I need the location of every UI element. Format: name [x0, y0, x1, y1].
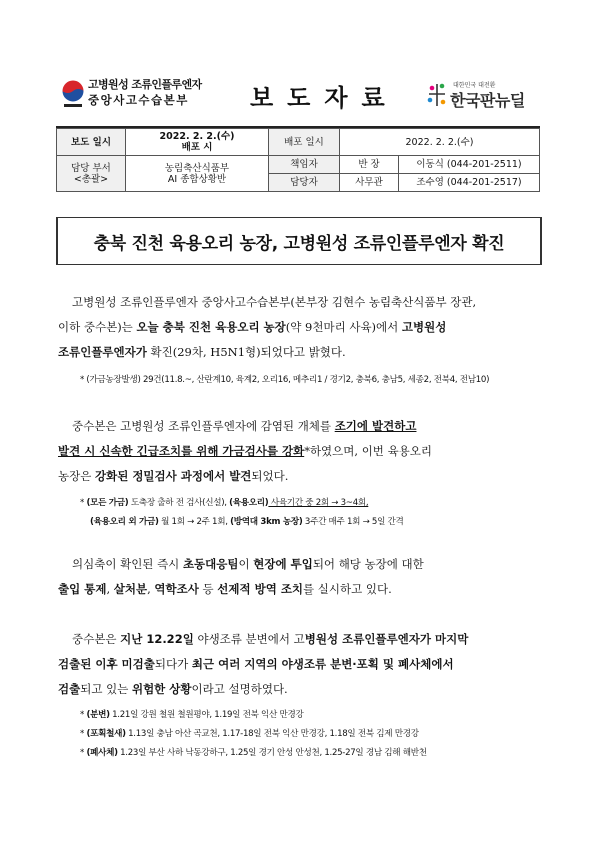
- government-emblem-icon: [60, 78, 86, 110]
- report-date-label: 보도 일시: [57, 129, 126, 156]
- note-2: [80, 494, 540, 532]
- p3-l2f: 등: [198, 582, 218, 596]
- paragraph-3: [58, 552, 538, 602]
- dist-date-value: 2022. 2. 2.(수): [340, 129, 540, 156]
- dept-label-sub: <총괄>: [73, 173, 109, 185]
- responsible-person: 이동식 (044-201-2511): [399, 156, 540, 174]
- release-info-table: [56, 128, 540, 192]
- p3-l2h: 를 실시하고 있다.: [303, 582, 392, 596]
- p2-l1a: 중수본은 고병원성 조류인플루엔자에 감염된 개체를: [72, 419, 335, 433]
- n2-l2a: (육용오리 외 가금): [90, 517, 159, 527]
- p1-l2d: 고병원성: [401, 320, 447, 334]
- paragraph-4: [58, 627, 538, 702]
- p2-l2a: 발견 시 신속한 긴급조치를 위해 가금검사를 강화: [58, 444, 305, 458]
- note-3-item-text: 1.21일 강원 철원 철원평야, 1.19일 전북 익산 만경강: [109, 710, 304, 720]
- note-2-line1: [80, 494, 540, 513]
- responsible-title: 반 장: [340, 156, 399, 174]
- p3-l2e: 역학조사: [154, 582, 199, 596]
- press-release-title: 보도자료: [250, 84, 399, 112]
- note-3-item-label: (포획철새): [86, 729, 126, 739]
- dept-value-line2: AI 종합상황반: [167, 173, 227, 185]
- p4-l3b: 되고 있는: [80, 682, 132, 696]
- p4-line3: [58, 677, 538, 702]
- n2-l1e: 사육기간 중 2회 → 3~4회,: [268, 498, 369, 508]
- note-3-item: * (포획철새) 1.13일 충남 아산 곡교천, 1.17-18일 전북 익산 만경강, 1.18일 전북 김제 만경강: [80, 729, 419, 739]
- note-3: [80, 706, 540, 763]
- p3-l2b: ,: [106, 582, 114, 596]
- korean-new-deal-logo-icon: [426, 80, 448, 110]
- p3-l1a: 의심축이 확인된 즉시: [72, 557, 183, 571]
- p3-l1b: 초동대응팀: [182, 557, 239, 571]
- p4-l2c: 최근 여러 지역의 야생조류 분변·포획 및 폐사체에서: [191, 657, 454, 671]
- note-3-item: * (분변) 1.21일 강원 철원 철원평야, 1.19일 전북 익산 만경강: [80, 710, 304, 720]
- p4-l2b: 되다가: [154, 657, 192, 671]
- p3-line2: [58, 577, 538, 602]
- dept-label-text: 담당 부서: [71, 162, 111, 174]
- p2-line3: [58, 464, 538, 489]
- p4-l1c: 야생조류 분변에서 고: [193, 632, 305, 646]
- p4-l1d: 병원성 조류인플루엔자가 마지막: [304, 632, 469, 646]
- note-3-item-text: 1.13일 충남 아산 곡교천, 1.17-18일 전북 익산 만경강, 1.18일 전북 김제 만경강: [125, 729, 419, 739]
- p1-l2c: (약 9천마리 사육)에서: [285, 320, 402, 334]
- dept-value: [126, 156, 269, 192]
- p4-l3a: 검출: [58, 682, 81, 696]
- p1-line3: [58, 340, 538, 365]
- brand-slogan: 대한민국 대전환: [453, 82, 496, 89]
- p3-l1c: 이: [238, 557, 254, 571]
- note-2-line2: [80, 513, 540, 532]
- p3-l2d: ,: [147, 582, 155, 596]
- p4-l1b: 지난 12.22일: [120, 632, 194, 646]
- headline: 충북 진천 육용오리 농장, 고병원성 조류인플루엔자 확진: [93, 233, 505, 254]
- note-3-item-text: 1.23일 부산 사하 낙동강하구, 1.25일 경기 안성 안성천, 1.25-27일 경남 김해 해반천: [117, 748, 427, 758]
- p4-line1: [58, 627, 538, 652]
- responsible-label: 책임자: [269, 156, 340, 174]
- p4-l3d: 이라고 설명하였다.: [191, 682, 288, 696]
- headline-box: [56, 217, 542, 265]
- p1-line1: 고병원성 조류인플루엔자 중앙사고수습본부(본부장 김현수 농림축산식품부 장관,: [72, 295, 477, 309]
- note-3-item-label: (분변): [86, 710, 110, 720]
- distribute-time-text: 배포 시: [181, 142, 213, 153]
- dist-date-label: 배포 일시: [269, 129, 340, 156]
- p3-l1d: 현장에 투입: [253, 557, 313, 571]
- n2-l1a: *: [80, 498, 87, 508]
- p4-l1a: 중수본은: [72, 632, 121, 646]
- p2-line1: [58, 414, 538, 439]
- hq-name-line2: 중앙사고수습본부: [88, 93, 189, 107]
- n2-l1d: (육용오리): [229, 498, 269, 508]
- staff-person: 조수영 (044-201-2517): [399, 174, 540, 192]
- p2-l3b: 강화된 정밀검사 과정에서 발견: [94, 469, 252, 483]
- p2-l3c: 되었다.: [251, 469, 289, 483]
- p2-l3a: 농장은: [58, 469, 95, 483]
- hq-name-line1: 고병원성 조류인플루엔자: [88, 78, 202, 91]
- p1-l2b: 오늘 충북 진천 육용오리 농장: [136, 320, 286, 334]
- n2-l1b: (모든 가금): [86, 498, 129, 508]
- n2-l2b: 월 1회 → 2주 1회,: [158, 517, 231, 527]
- p2-line2: [58, 439, 538, 464]
- p3-l2g: 선제적 방역 조치: [217, 582, 304, 596]
- paragraph-2: [58, 414, 538, 489]
- report-date-text: 2022. 2. 2.(수): [159, 131, 235, 142]
- p2-l1b: 조기에 발견하고: [334, 419, 417, 433]
- press-header: [60, 70, 540, 126]
- brand-name: 한국판뉴딜: [450, 91, 525, 110]
- note-3-item: * (폐사체) 1.23일 부산 사하 낙동강하구, 1.25일 경기 안성 안성천, 1.25-27일 경남 김해 해반천: [80, 748, 427, 758]
- p3-l1e: 되어 해당 농장에 대한: [312, 557, 424, 571]
- staff-label: 담당자: [269, 174, 340, 192]
- p3-l2a: 출입 통제: [58, 582, 107, 596]
- n2-l2d: 3주간 매주 1회 → 5일 간격: [302, 517, 404, 527]
- p3-l2c: 살처분: [113, 582, 148, 596]
- p4-line2: [58, 652, 538, 677]
- dept-label: [57, 156, 126, 192]
- paragraph-1: [58, 290, 538, 365]
- report-date-value: [126, 129, 269, 156]
- p1-l3b: 확진(29차, H5N1형)되었다고 밝혔다.: [146, 345, 346, 359]
- p1-l2a: 이하 중수본)는: [58, 320, 137, 334]
- p4-l3c: 위험한 상황: [131, 682, 192, 696]
- p2-l2b: *하였으며, 이번 육용오리: [304, 444, 433, 458]
- n2-l1c: 도축장 출하 전 검사(신설),: [128, 498, 230, 508]
- staff-title: 사무관: [340, 174, 399, 192]
- p1-l3a: 조류인플루엔자가: [58, 345, 147, 359]
- p4-l2a: 검출된 이후 미검출: [58, 657, 155, 671]
- n2-l2c: (방역대 3km 농장): [230, 517, 303, 527]
- p3-line1: [58, 552, 538, 577]
- note-1: [80, 371, 540, 390]
- p1-line2: [58, 315, 538, 340]
- note-3-item-label: (폐사체): [86, 748, 118, 758]
- note-1-text: * (가금농장발생) 29건(11.8.~, 산란계10, 육계2, 오리16, 메추리1 / 경기2, 충북6, 충남5, 세종2, 전북4, 전남10): [80, 375, 490, 385]
- dept-value-line1: 농림축산식품부: [164, 162, 230, 174]
